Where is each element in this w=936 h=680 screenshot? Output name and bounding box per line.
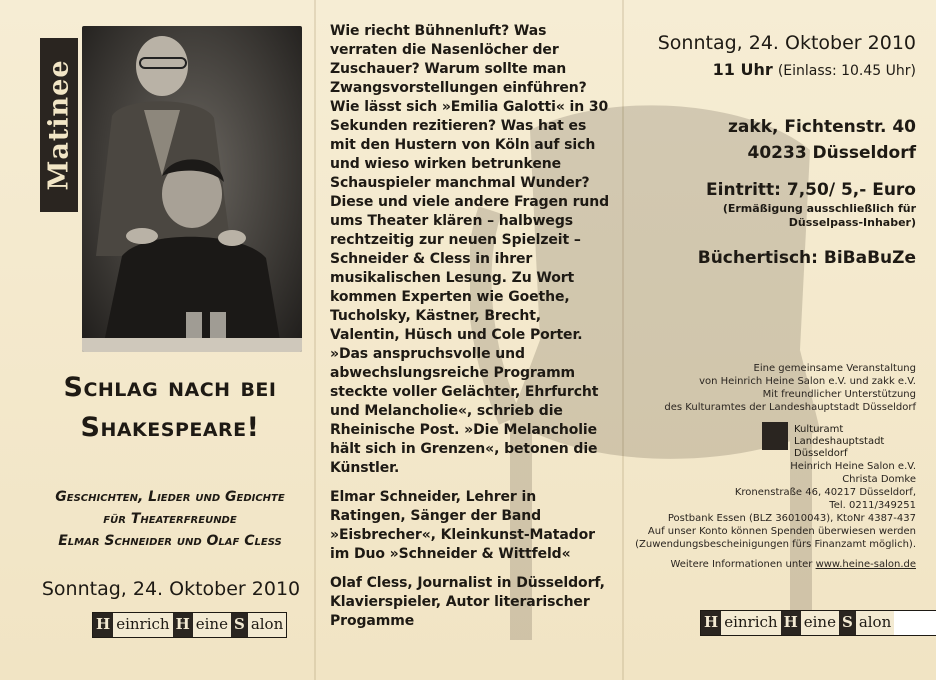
bio-olaf-cless: Olaf Cless, Journalist in Düsseldorf, Klavierspieler, Autor literarischer Progamme bbox=[330, 575, 605, 629]
contact-info bbox=[620, 460, 916, 551]
kulturamt-mark-icon bbox=[762, 422, 788, 450]
venue-address bbox=[620, 114, 916, 166]
org-line-1: Eine gemeinsame Veranstaltung bbox=[753, 363, 916, 374]
matinee-badge bbox=[40, 38, 78, 212]
description-paragraph: Wie riecht Bühnenluft? Was verraten die Nasenlöcher der Zuschauer? Warum sollte man Zwangsvorstellungen einführen? Wie lässt sich »Emilia Galotti« in 30 Sekunden rezitieren? Was hat es mit den Hustern von Köln auf sich und wieso wirken betrunkene Schauspieler manchmal Wunder? Diese und viele andere Fragen rund ums Theater klären – halbwegs rechtzeitig zur neuen Spielzeit – Schneider & Cless in ihrer musikalischen Lesung. Zu Wort kommen Experten wie Goethe, Tucholsky, Kästner, Brecht, Valentin, Hüsch und Cole Porter. »Das anspruchsvolle und abwechslungsreiche Programm steckte voller Gelächter, Ehrfurcht und Melancholie«, schrieb die Rheinische Post. »Die Melancholie hält sich in Grenzen«, betonen die Künstler. bbox=[330, 23, 610, 476]
discount-line-2: Düsselpass-Inhaber) bbox=[788, 216, 916, 229]
org-line-2: von Heinrich Heine Salon e.V. und zakk e.V. bbox=[699, 376, 916, 387]
contact-line-3: Kronenstraße 46, 40217 Düsseldorf, bbox=[734, 487, 916, 498]
matinee-label: Matinee bbox=[43, 59, 75, 191]
heine-salon-logo-right bbox=[700, 610, 936, 636]
left-date: Sonntag, 24. Oktober 2010 bbox=[41, 578, 301, 600]
organizer-info bbox=[620, 362, 916, 414]
kulturamt-line-2: Landeshauptstadt Düsseldorf bbox=[794, 436, 885, 459]
title-line-2: Shakespeare! bbox=[80, 412, 260, 443]
contact-line-5: Postbank Essen (BLZ 36010043), KtoNr 4387-437 bbox=[667, 513, 916, 524]
logo-letter-h2: H bbox=[781, 611, 801, 635]
logo-word-einrich: einrich bbox=[721, 611, 780, 635]
contact-line-4: Tel. 0211/349251 bbox=[829, 500, 916, 511]
venue-city: 40233 Düsseldorf bbox=[747, 143, 916, 163]
event-time bbox=[620, 60, 916, 79]
logo-letter-h2: H bbox=[173, 613, 193, 637]
org-line-4: des Kulturamtes der Landeshauptstadt Düsseldorf bbox=[664, 402, 916, 413]
admission-price: Eintritt: 7,50/ 5,- Euro bbox=[706, 180, 916, 200]
logo-word-einrich: einrich bbox=[113, 613, 172, 637]
bio-elmar-schneider: Elmar Schneider, Lehrer in Ratingen, Sänger der Band »Eisbrecher«, Kleinkunst-Matador im Duo »Schneider & Wittfeld« bbox=[330, 489, 595, 562]
website-link[interactable]: www.heine-salon.de bbox=[815, 559, 916, 570]
contact-line-7: (Zuwendungsbescheinigungen fürs Finanzamt möglich). bbox=[635, 539, 916, 550]
book-table: Büchertisch: BiBaBuZe bbox=[697, 248, 916, 268]
start-time: 11 Uhr bbox=[712, 60, 773, 79]
performers-photo bbox=[82, 26, 302, 352]
kulturamt-line-1: Kulturamt bbox=[794, 424, 844, 435]
subtitle-line-3: Elmar Schneider und Olaf Cless bbox=[58, 533, 282, 549]
logo-letter-s: S bbox=[231, 613, 248, 637]
subtitle-line-1: Geschichten, Lieder und Gedichte bbox=[55, 489, 285, 505]
logo-word-eine: eine bbox=[801, 611, 839, 635]
logo-word-alon: alon bbox=[248, 613, 286, 637]
fold-line-left bbox=[314, 0, 316, 680]
right-date: Sonntag, 24. Oktober 2010 bbox=[657, 32, 916, 54]
contact-line-1: Heinrich Heine Salon e.V. bbox=[790, 461, 916, 472]
description-column bbox=[330, 22, 612, 641]
event-subtitle bbox=[34, 486, 306, 552]
logo-letter-h: H bbox=[701, 611, 721, 635]
contact-line-2: Christa Domke bbox=[842, 474, 916, 485]
discount-line-1: (Ermäßigung ausschließlich für bbox=[722, 202, 916, 215]
subtitle-line-2: für Theaterfreunde bbox=[103, 511, 237, 527]
venue-street: zakk, Fichtenstr. 40 bbox=[728, 117, 916, 137]
kulturamt-text bbox=[794, 424, 922, 460]
web-prefix: Weitere Informationen unter bbox=[670, 559, 816, 570]
website-line bbox=[620, 558, 916, 571]
logo-letter-s: S bbox=[839, 611, 856, 635]
logo-word-alon: alon bbox=[856, 611, 894, 635]
event-title bbox=[36, 368, 304, 448]
entry-time: (Einlass: 10.45 Uhr) bbox=[777, 63, 916, 79]
contact-line-6: Auf unser Konto können Spenden überwiesen werden bbox=[647, 526, 916, 537]
title-line-1: Schlag nach bei bbox=[63, 372, 277, 403]
kulturamt-logo bbox=[762, 420, 922, 459]
heine-salon-logo-left bbox=[92, 612, 287, 638]
discount-note bbox=[620, 202, 916, 230]
logo-letter-h: H bbox=[93, 613, 113, 637]
logo-word-eine: eine bbox=[193, 613, 231, 637]
org-line-3: Mit freundlicher Unterstützung bbox=[762, 389, 916, 400]
